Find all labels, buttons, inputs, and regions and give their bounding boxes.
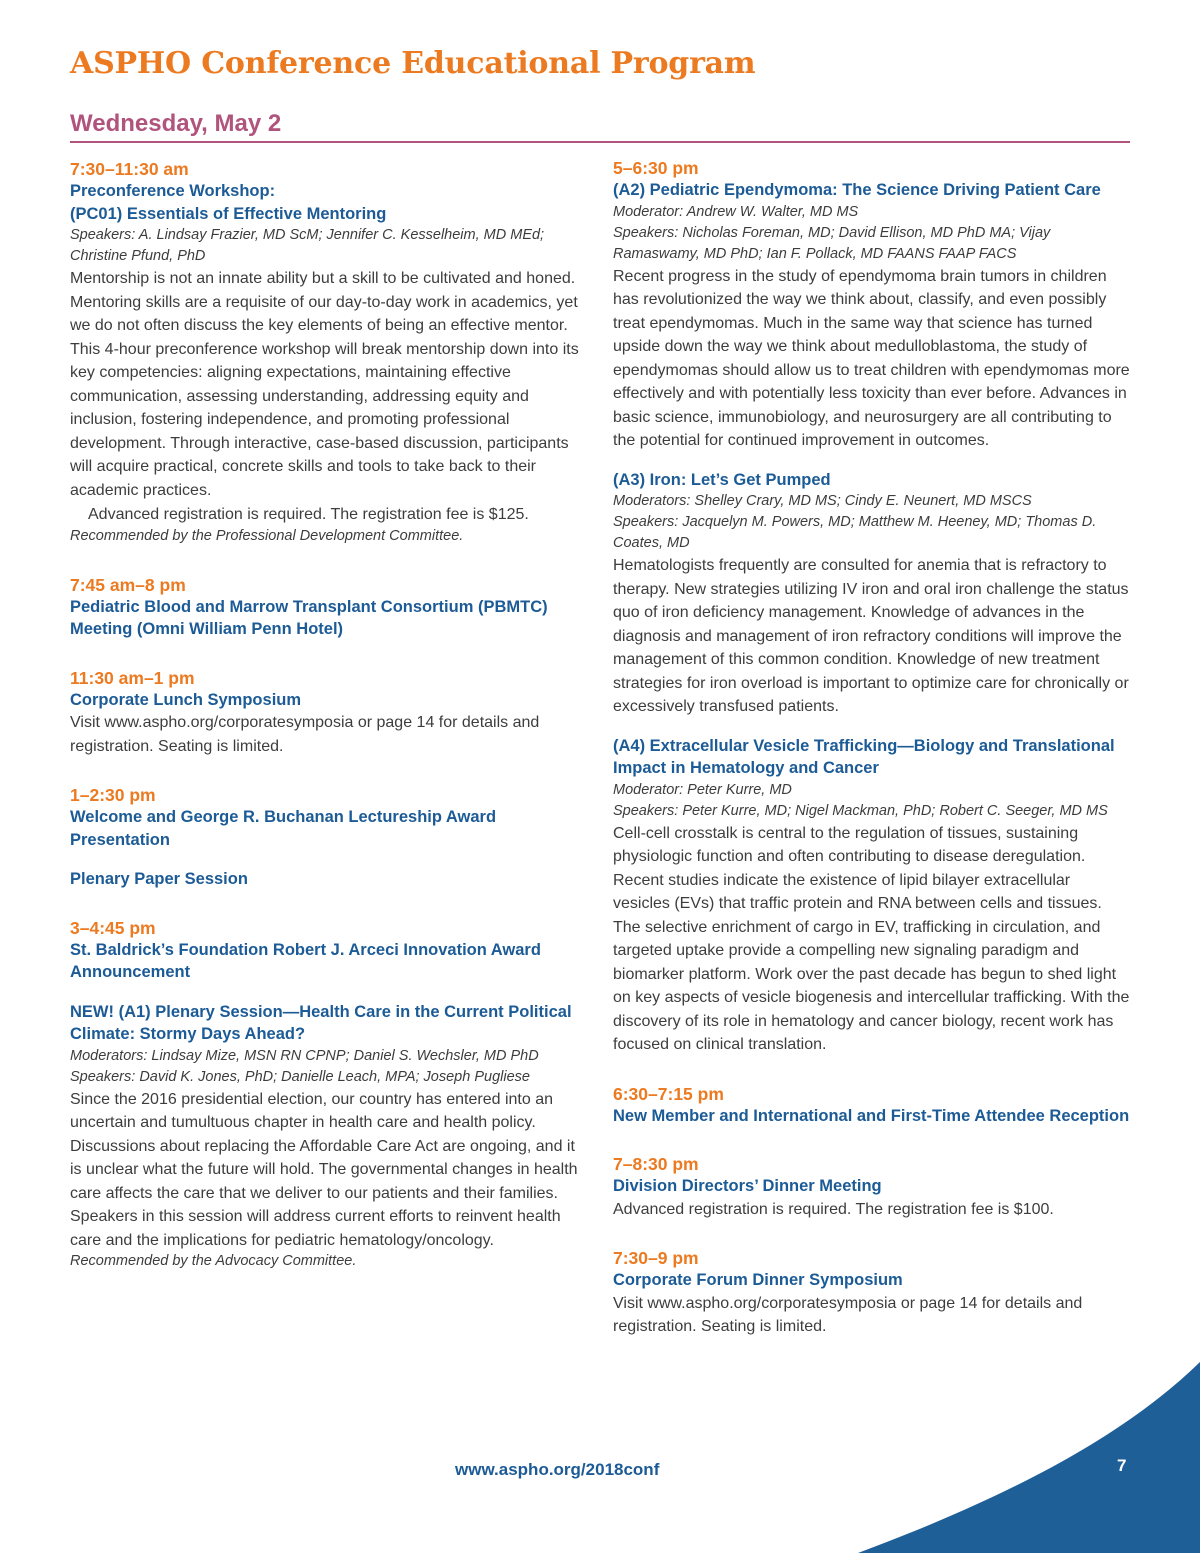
session-title: Division Directors’ Dinner Meeting: [613, 1177, 882, 1195]
session-time: 7:30–9 pm: [613, 1248, 699, 1268]
session-title: Pediatric Blood and Marrow Transplant Consortium (PBMTC) Meeting (Omni William Penn Hotel): [70, 597, 548, 638]
session-description: Recent progress in the study of ependymoma brain tumors in children has revolutionized the way we think about, classify, and even possibly treat ependymomas. Much in the same way that science has turned upside down the way we think about medulloblastoma, the study of ependymomas should allow us to treat children with ependymomas more effectively and with potentially less toxicity than ever before. Advances in basic science, immunobiology, and neurosurgery are all contributing to the potential for continued improvement in outcomes.: [613, 267, 1130, 449]
session-moderators: Moderators: Shelley Crary, MD MS; Cindy E. Neunert, MD MSCS: [613, 493, 1032, 509]
session-time: 7:45 am–8 pm: [70, 574, 186, 595]
session-title: Corporate Forum Dinner Symposium: [613, 1271, 903, 1289]
session-title: Corporate Lunch Symposium: [70, 690, 302, 709]
session-description: Advanced registration is required. The registration fee is $100.: [613, 1200, 1054, 1218]
session-description: Visit www.aspho.org/corporatesymposia or page 14 for details and registration. Seating is limited.: [613, 1294, 1083, 1335]
session-description: Hematologists frequently are consulted for anemia that is refractory to therapy. New strategies utilizing IV iron and oral iron challenge the status quo of iron deficiency management. Knowledge of advances in the diagnosis and management of iron refractory conditions will improve the management of this common condition. Knowledge of new treatment strategies for iron overload is important to optimize care for chronically or excessively transfused patients.: [613, 557, 1129, 715]
session-description: Cell-cell crosstalk is central to the regulation of tissues, sustaining physiologic function and often contributing to disease deregulation. Recent studies indicate the existence of lipid bilayer extracellular vesicles (EVs) that traffic protein and RNA between cells and tissues. The selective enrichment of cargo in EV, trafficking in circulation, and targeted uptake provide a compelling new signaling paradigm and biomarker platform. Work over the past decade has begun to shed light on key aspects of vesicle biogenesis and intercellular trafficking. With the discovery of its role in hematology and cancer biology, recent work has focused on clinical translation.: [613, 824, 1130, 1053]
session-speakers: Speakers: David K. Jones, PhD; Danielle Leach, MPA; Joseph Pugliese: [70, 1068, 530, 1085]
session-title: (A2) Pediatric Ependymoma: The Science Driving Patient Care: [613, 181, 1101, 199]
session-time: 6:30–7:15 pm: [613, 1083, 724, 1104]
session-speakers: Speakers: Jacquelyn M. Powers, MD; Matthew M. Heeney, MD; Thomas D. Coates, MD: [613, 514, 1097, 551]
session-title: NEW! (A1) Plenary Session—Health Care in the Current Political Climate: Stormy Days Ahead?: [70, 1002, 572, 1043]
session-title: New Member and International and First-Time Attendee Reception: [613, 1106, 1130, 1125]
session-moderators: Moderators: Lindsay Mize, MSN RN CPNP; Daniel S. Wechsler, MD PhD: [70, 1047, 539, 1064]
day-heading: Wednesday, May 2: [70, 110, 282, 137]
session-time: 7–8:30 pm: [613, 1154, 699, 1174]
session-speakers: Speakers: A. Lindsay Frazier, MD ScM; Jennifer C. Kesselheim, MD MEd; Christine Pfund, PhD: [70, 227, 545, 264]
session-moderator: Moderator: Andrew W. Walter, MD MS: [613, 203, 859, 220]
session-speakers: Speakers: Peter Kurre, MD; Nigel Mackman, PhD; Robert C. Seeger, MD MS: [613, 802, 1108, 819]
session-moderator: Moderator: Peter Kurre, MD: [613, 781, 792, 798]
session-description: Visit www.aspho.org/corporatesymposia or page 14 for details and registration. Seating is limited.: [70, 714, 540, 755]
session-speakers: Speakers: Nicholas Foreman, MD; David Ellison, MD PhD MA; Vijay Ramaswamy, MD PhD; Ian F. Pollack, MD FAANS FAAP FACS: [613, 224, 1051, 262]
session-description: Since the 2016 presidential election, our country has entered into an uncertain and tumultuous chapter in health care and health policy. Discussions about replacing the Affordable Care Act are ongoing, and it is unclear what the future will hold. The governmental changes in health care affects the care that we deliver to our patients and their families. Speakers in this session will address current efforts to reinvent health care and the implications for pediatric hematology/oncology.: [70, 1090, 578, 1249]
page-title: ASPHO Conference Educational Program: [70, 46, 756, 81]
session-title: (A3) Iron: Let’s Get Pumped: [613, 470, 831, 489]
session-title: (PC01) Essentials of Effective Mentoring: [70, 204, 387, 223]
recommendation-note: Recommended by the Professional Development Committee.: [70, 527, 464, 544]
recommendation-note: Recommended by the Advocacy Committee.: [70, 1253, 357, 1269]
session-description: Mentorship is not an innate ability but a skill to be cultivated and honed. Mentoring skills are a requisite of our day-to-day work in academics, yet we do not often discuss the key elements of being an effective mentor. This 4-hour preconference workshop will break mentorship down into its key competencies: aligning expectations, maintaining effective communication, assessing understanding, addressing equity and inclusion, fostering independence, and promoting professional development. Through interactive, case-based discussion, participants will acquire practical, concrete skills and tools to take back to their academic practices.: [70, 270, 579, 499]
session-time: 11:30 am–1 pm: [70, 667, 195, 688]
registration-note: Advanced registration is required. The registration fee is $125.: [88, 506, 529, 523]
page-number: 7: [1117, 1456, 1127, 1475]
session-time: 1–2:30 pm: [70, 785, 156, 805]
session-time: 7:30–11:30 am: [70, 159, 189, 179]
session-title: Preconference Workshop:: [70, 182, 276, 200]
session-time: 3–4:45 pm: [70, 917, 156, 938]
session-time: 5–6:30 pm: [613, 158, 699, 178]
session-title: Plenary Paper Session: [70, 870, 248, 888]
session-title: St. Baldrick’s Foundation Robert J. Arceci Innovation Award Announcement: [70, 940, 541, 981]
session-title: (A4) Extracellular Vesicle Trafficking—Biology and Translational Impact in Hematology and Cancer: [613, 736, 1115, 777]
session-title: Welcome and George R. Buchanan Lectureship Award Presentation: [70, 808, 497, 849]
footer-url[interactable]: www.aspho.org/2018conf: [455, 1460, 660, 1479]
